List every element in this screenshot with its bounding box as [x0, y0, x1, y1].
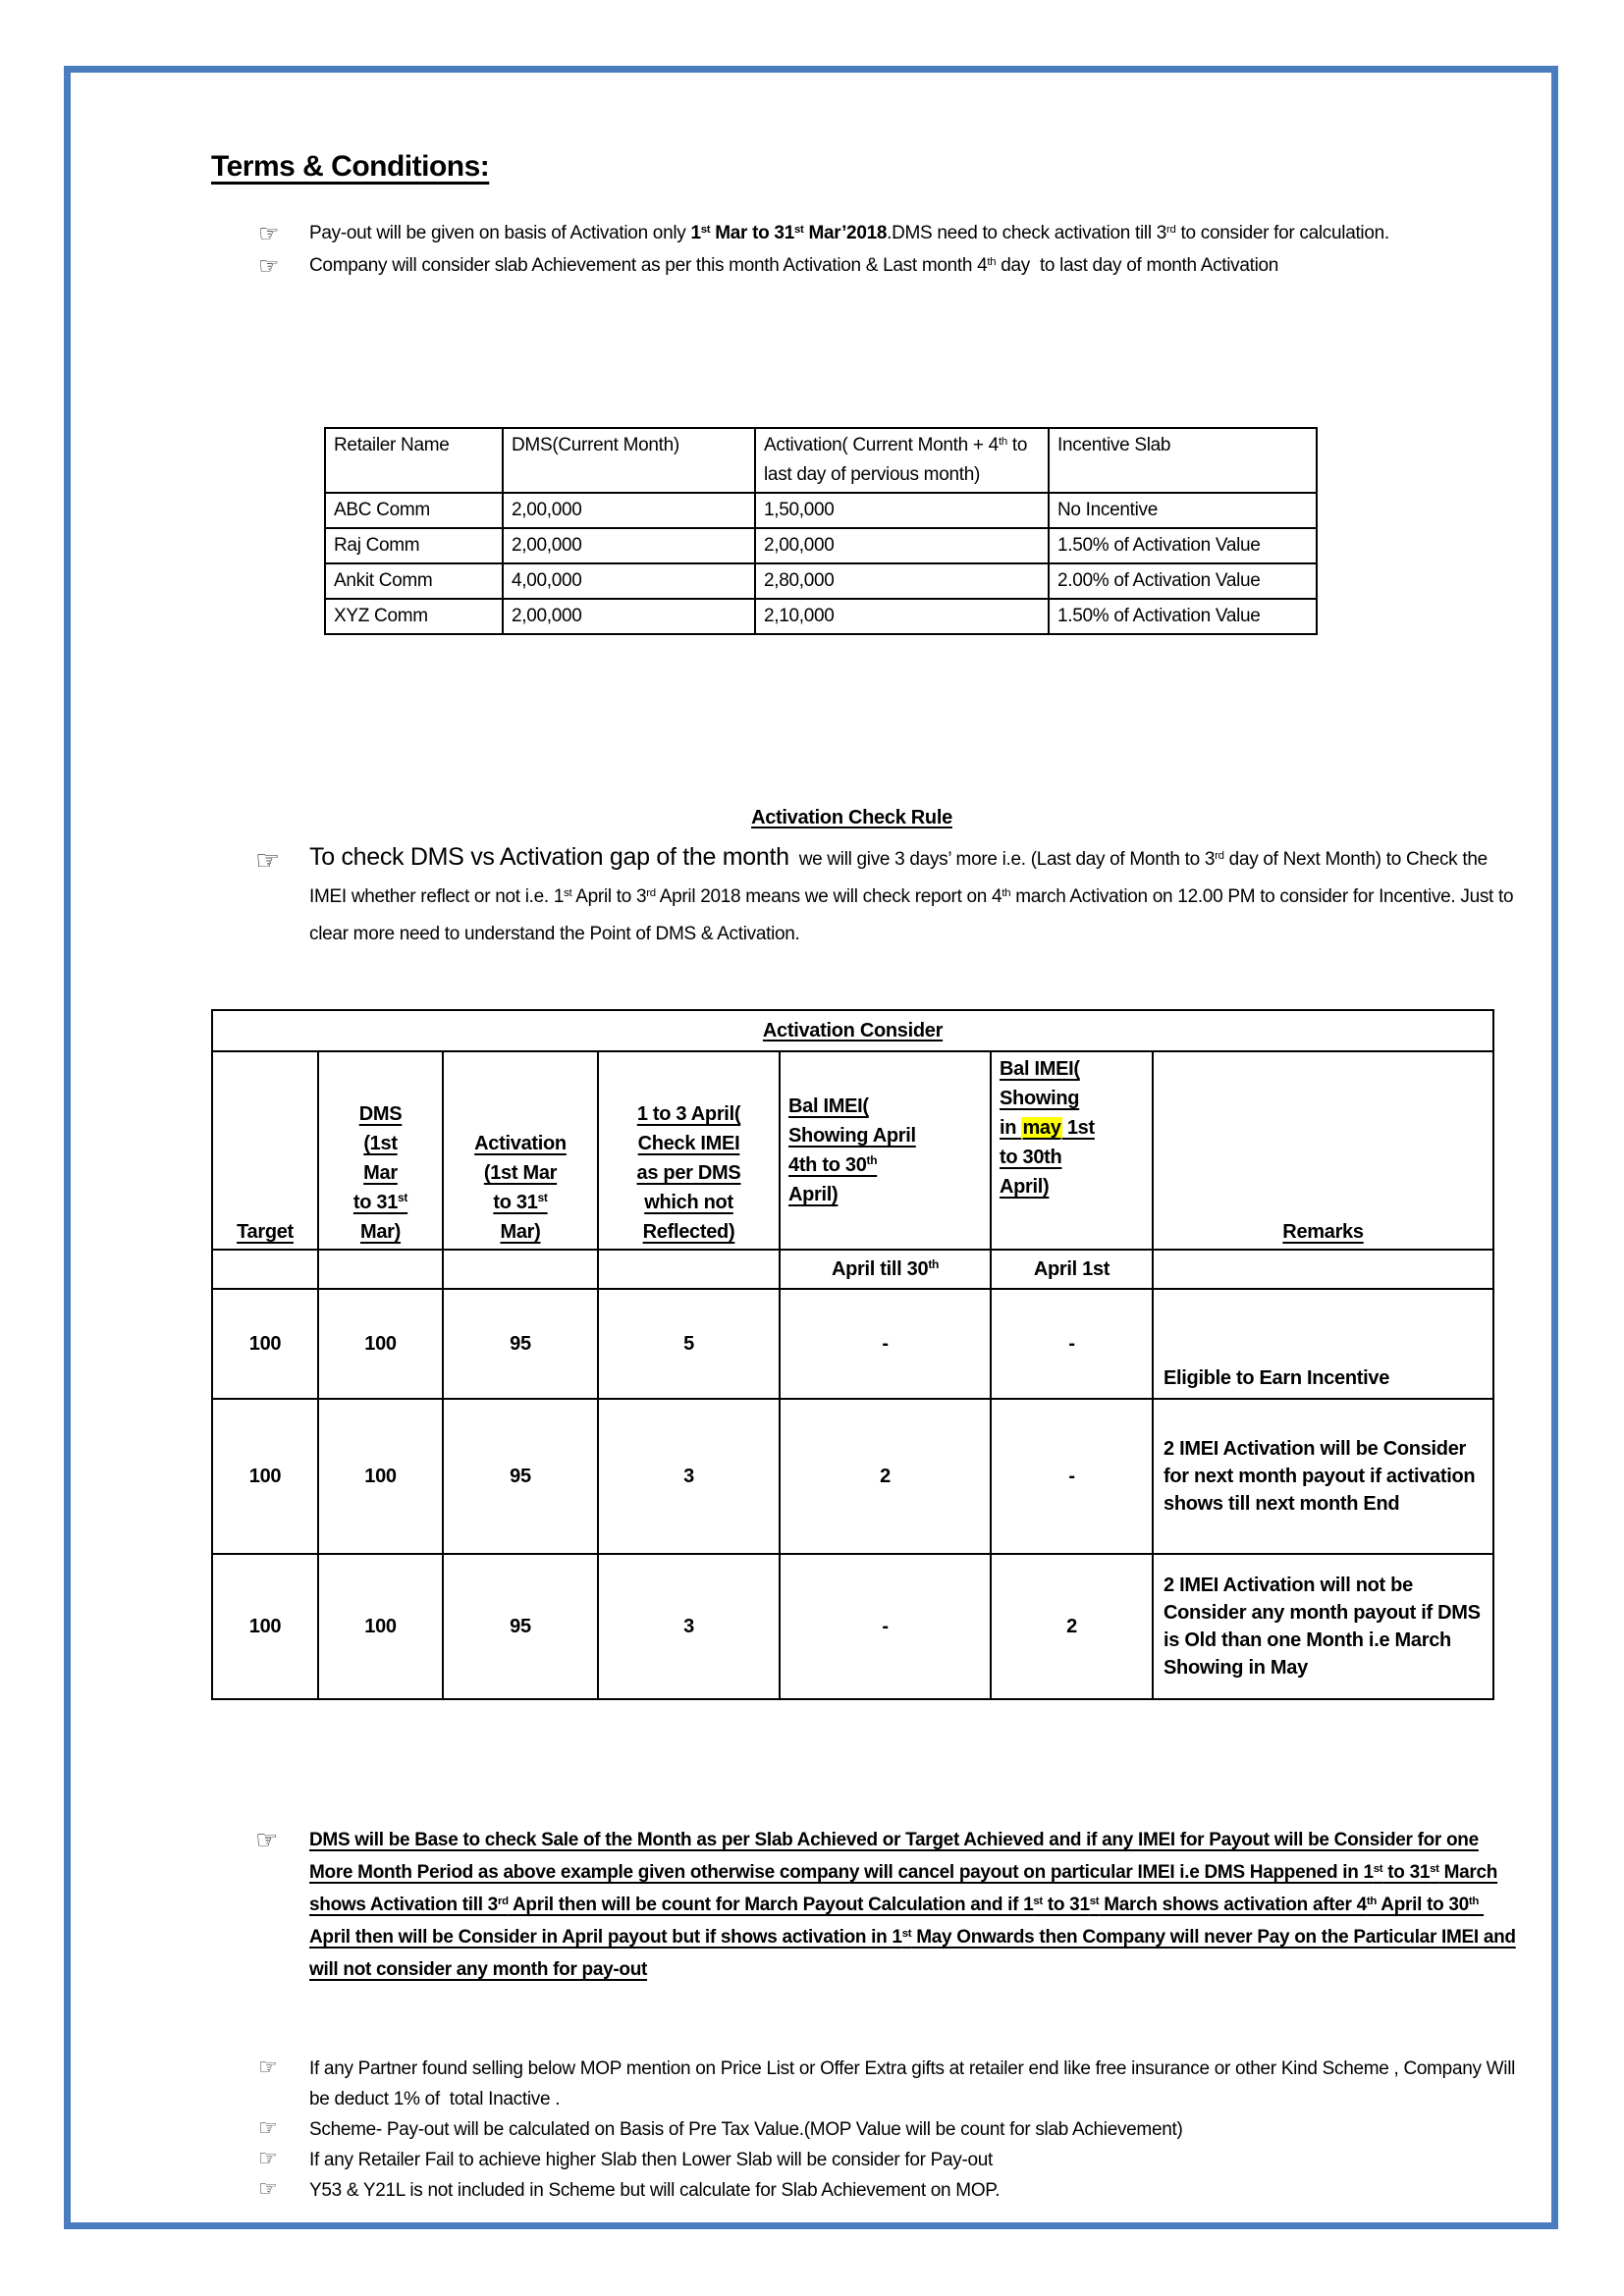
cell-retailer: Raj Comm	[325, 528, 503, 563]
cell-dms: 2,00,000	[503, 528, 755, 563]
list-item	[258, 2114, 1535, 2145]
cell-activation: 95	[443, 1399, 598, 1554]
bullet-text: Scheme- Pay-out will be calculated on Basis of Pre Tax Value.(MOP Value will be count for slab Achievement)	[309, 2119, 1183, 2140]
cell-dms: 100	[318, 1399, 443, 1554]
cell-bal-april: -	[780, 1554, 991, 1699]
bullet-text: Y53 & Y21L is not included in Scheme but will calculate for Slab Achievement on MOP.	[309, 2180, 1001, 2201]
pointing-finger-icon: ☞	[258, 2116, 278, 2141]
cell-dms: 2,00,000	[503, 599, 755, 634]
payout-rule-bullet	[255, 1824, 1522, 1986]
cell-target: 100	[212, 1289, 318, 1399]
bullet-text: If any Partner found selling below MOP mention on Price List or Offer Extra gifts at retailer end like free insurance or other Kind Scheme , Company Will be deduct 1% of total Inactive .	[309, 2058, 1516, 2109]
header-cell-bal-imei-may: Bal IMEI( Showing in may 1st to 30th April)	[991, 1051, 1153, 1250]
cell-activation: 2,80,000	[755, 563, 1049, 599]
header-cell-dms: DMS (1st Mar to 31st Mar)	[318, 1051, 443, 1250]
cell-dms: 4,00,000	[503, 563, 755, 599]
bullet-text: Pay-out will be given on basis of Activation only 1st Mar to 31st Mar’2018.DMS need to check activation till 3rd to consider for calculation.	[309, 223, 1389, 243]
cell-bal-may: -	[991, 1399, 1153, 1554]
table-row	[212, 1554, 1493, 1699]
cell-dms: 100	[318, 1289, 443, 1399]
cell-target: 100	[212, 1399, 318, 1554]
pointing-finger-icon: ☞	[258, 220, 280, 247]
activation-check-bullet	[255, 838, 1517, 953]
subheader-cell	[212, 1250, 318, 1289]
cell-activation: 2,10,000	[755, 599, 1049, 634]
list-item	[258, 249, 1407, 282]
cell-activation: 95	[443, 1289, 598, 1399]
table-row	[212, 1399, 1493, 1554]
payout-rule-text: DMS will be Base to check Sale of the Month as per Slab Achieved or Target Achieved and if any IMEI for Payout will be Consider for one More Month Period as above example given otherwise company will cancel payout on particular IMEI i.e DMS Happened in 1st to 31st March shows Activation till 3rd April then will be count for March Payout Calculation and if 1st to 31st March shows activation after 4th April to 30th April then will be Consider in April payout but if shows activation in 1st May Onwards then Company will never Pay on the Particular IMEI and will not consider any month for pay-out	[309, 1830, 1516, 1980]
page-title: Terms & Conditions:	[211, 150, 490, 183]
cell-slab: 1.50% of Activation Value	[1049, 528, 1317, 563]
bullet-text: To check DMS vs Activation gap of the month we will give 3 days’ more i.e. (Last day of Month to 3rd day of Next Month) to Check the IMEI whether reflect or not i.e. 1st April to 3rd April 2018 means we will check report on 4th march Activation on 12.00 PM to consider for Incentive. Just to clear more need to understand the Point of DMS & Activation.	[309, 843, 1514, 944]
cell-april-1-3: 3	[598, 1399, 780, 1554]
pointing-finger-icon: ☞	[255, 1826, 279, 1855]
table-row	[325, 563, 1317, 599]
cell-slab: 2.00% of Activation Value	[1049, 563, 1317, 599]
subheader-cell	[318, 1250, 443, 1289]
table-row	[325, 599, 1317, 634]
pointing-finger-icon: ☞	[255, 844, 280, 877]
pointing-finger-icon: ☞	[258, 2147, 278, 2171]
cell-april-1-3: 5	[598, 1289, 780, 1399]
cell-slab: No Incentive	[1049, 493, 1317, 528]
list-item	[258, 2145, 1535, 2175]
header-cell-bal-imei-april: Bal IMEI( Showing April 4th to 30th April)	[780, 1051, 991, 1250]
cell-slab: 1.50% of Activation Value	[1049, 599, 1317, 634]
header-cell-remarks: Remarks	[1153, 1051, 1493, 1250]
intro-bullet-list	[258, 217, 1407, 282]
table-row	[325, 493, 1317, 528]
subheader-cell	[443, 1250, 598, 1289]
subheader-cell-april-1st: April 1st	[991, 1250, 1153, 1289]
cell-retailer: ABC Comm	[325, 493, 503, 528]
header-cell: Incentive Slab	[1049, 428, 1317, 493]
cell-dms: 100	[318, 1554, 443, 1699]
table-header-row	[212, 1051, 1493, 1250]
pointing-finger-icon: ☞	[258, 2177, 278, 2202]
section-title-activation-check-rule: Activation Check Rule	[751, 807, 952, 828]
list-item	[258, 2175, 1535, 2206]
pointing-finger-icon: ☞	[258, 2056, 278, 2080]
cell-target: 100	[212, 1554, 318, 1699]
footer-bullet-list	[258, 2054, 1535, 2206]
header-cell: Retailer Name	[325, 428, 503, 493]
cell-activation: 2,00,000	[755, 528, 1049, 563]
cell-activation: 1,50,000	[755, 493, 1049, 528]
cell-retailer: Ankit Comm	[325, 563, 503, 599]
table-row	[212, 1289, 1493, 1399]
cell-bal-april: 2	[780, 1399, 991, 1554]
cell-dms: 2,00,000	[503, 493, 755, 528]
pointing-finger-icon: ☞	[258, 252, 280, 280]
subheader-cell	[598, 1250, 780, 1289]
cell-remark: Eligible to Earn Incentive	[1153, 1289, 1493, 1399]
header-cell-april-1-3: 1 to 3 April( Check IMEI as per DMS which not Reflected)	[598, 1051, 780, 1250]
list-item	[258, 217, 1407, 249]
subheader-cell-april-till-30: April till 30th	[780, 1250, 991, 1289]
header-cell: DMS(Current Month)	[503, 428, 755, 493]
table-title-cell	[212, 1010, 1493, 1051]
cell-remark: 2 IMEI Activation will be Consider for next month payout if activation shows till next month End	[1153, 1399, 1493, 1554]
table-title-row	[212, 1010, 1493, 1051]
cell-bal-april: -	[780, 1289, 991, 1399]
table-row	[325, 528, 1317, 563]
cell-bal-may: 2	[991, 1554, 1153, 1699]
cell-retailer: XYZ Comm	[325, 599, 503, 634]
list-item	[258, 2054, 1535, 2114]
header-cell-activation: Activation (1st Mar to 31st Mar)	[443, 1051, 598, 1250]
header-cell-target: Target	[212, 1051, 318, 1250]
bullet-text: Company will consider slab Achievement as per this month Activation & Last month 4th day to last day of month Activation	[309, 255, 1279, 276]
table-subheader-row	[212, 1250, 1493, 1289]
header-cell: Activation( Current Month + 4th to last day of pervious month)	[755, 428, 1049, 493]
bullet-text: If any Retailer Fail to achieve higher Slab then Lower Slab will be consider for Pay-out	[309, 2150, 993, 2170]
cell-bal-may: -	[991, 1289, 1153, 1399]
cell-activation: 95	[443, 1554, 598, 1699]
retailer-incentive-table	[324, 427, 1318, 635]
subheader-cell	[1153, 1250, 1493, 1289]
cell-remark: 2 IMEI Activation will not be Consider any month payout if DMS is Old than one Month i.e March Showing in May	[1153, 1554, 1493, 1699]
activation-consider-table	[211, 1009, 1494, 1700]
table-title: Activation Consider	[762, 1019, 944, 1041]
cell-april-1-3: 3	[598, 1554, 780, 1699]
table-header-row	[325, 428, 1317, 493]
